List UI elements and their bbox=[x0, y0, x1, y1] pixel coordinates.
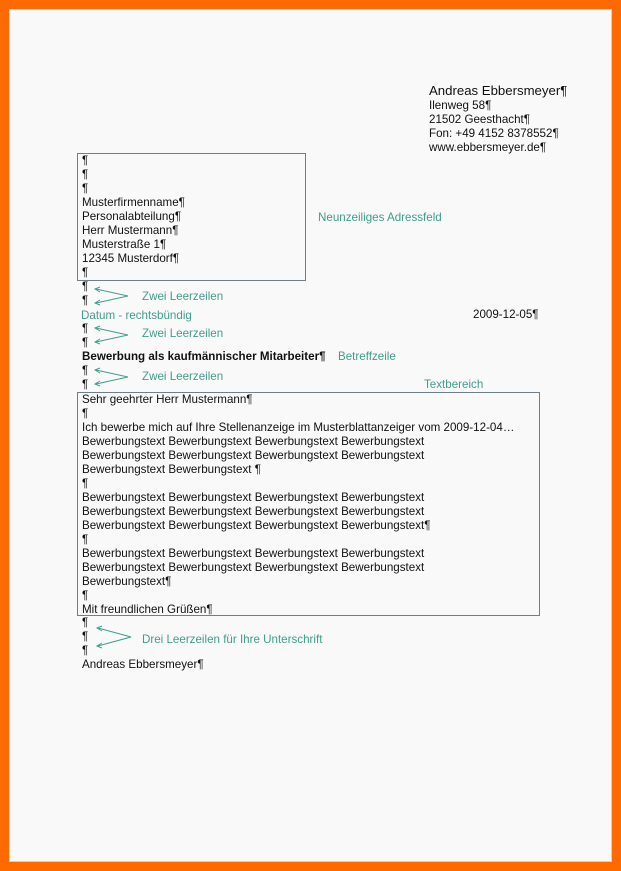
body-text-line: Bewerbungstext Bewerbungstext Bewerbungstext Bewerbungstext bbox=[82, 505, 425, 518]
annotation-subject-line: Betreffzeile bbox=[338, 350, 396, 363]
arrow-icon bbox=[92, 367, 132, 387]
arrow-icon bbox=[92, 286, 132, 306]
letter-page bbox=[9, 9, 612, 862]
body-text-line: Bewerbungstext Bewerbungstext Bewerbungstext Bewerbungstext bbox=[82, 449, 425, 462]
recipient-contact: Herr Mustermann¶ bbox=[82, 224, 179, 237]
salutation: Sehr geehrter Herr Mustermann¶ bbox=[82, 393, 253, 406]
pilcrow: ¶ bbox=[82, 630, 89, 643]
annotation-two-lines: Zwei Leerzeilen bbox=[142, 370, 224, 383]
letter-date: 2009-12-05¶ bbox=[473, 308, 539, 321]
pilcrow: ¶ bbox=[82, 322, 89, 335]
annotation-two-lines: Zwei Leerzeilen bbox=[142, 327, 224, 340]
pilcrow: ¶ bbox=[82, 336, 89, 349]
annotation-two-lines: Zwei Leerzeilen bbox=[142, 290, 224, 303]
address-blank-line: ¶ bbox=[82, 168, 89, 181]
body-text-line: Bewerbungstext Bewerbungstext Bewerbungstext Bewerbungstext bbox=[82, 491, 425, 504]
annotation-address-field: Neunzeiliges Adressfeld bbox=[318, 211, 442, 224]
pilcrow: ¶ bbox=[82, 364, 89, 377]
intro-line: Ich bewerbe mich auf Ihre Stellenanzeige im Musterblattanzeiger vom 2009-12-04… bbox=[82, 421, 515, 434]
sender-name: Andreas Ebbersmeyer¶ bbox=[429, 83, 568, 98]
body-text-line: Bewerbungstext Bewerbungstext Bewerbungstext Bewerbungstext¶ bbox=[82, 519, 431, 532]
annotation-date-right: Datum - rechtsbündig bbox=[81, 309, 192, 322]
pilcrow: ¶ bbox=[82, 589, 89, 602]
recipient-city: 12345 Musterdorf¶ bbox=[82, 252, 180, 265]
body-text-line: Bewerbungstext Bewerbungstext Bewerbungstext Bewerbungstext bbox=[82, 561, 425, 574]
signature-name: Andreas Ebbersmeyer¶ bbox=[82, 658, 204, 671]
body-text-line: Bewerbungstext Bewerbungstext Bewerbungstext Bewerbungstext bbox=[82, 435, 425, 448]
address-blank-line: ¶ bbox=[82, 182, 89, 195]
sender-web: www.ebbersmeyer.de¶ bbox=[429, 141, 547, 154]
closing: Mit freundlichen Grüßen¶ bbox=[82, 603, 213, 616]
pilcrow: ¶ bbox=[82, 644, 89, 657]
recipient-street: Musterstraße 1¶ bbox=[82, 238, 167, 251]
pilcrow: ¶ bbox=[82, 407, 89, 420]
sender-city: 21502 Geesthacht¶ bbox=[429, 113, 530, 126]
annotation-text-area: Textbereich bbox=[424, 378, 484, 391]
arrow-icon bbox=[94, 625, 134, 649]
pilcrow: ¶ bbox=[82, 533, 89, 546]
recipient-company: Musterfirmenname¶ bbox=[82, 196, 185, 209]
body-text-line: Bewerbungstext Bewerbungstext ¶ bbox=[82, 463, 261, 476]
sender-phone: Fon: +49 4152 8378552¶ bbox=[429, 127, 559, 140]
body-text-line: Bewerbungstext¶ bbox=[82, 575, 172, 588]
body-text-line: Bewerbungstext Bewerbungstext Bewerbungstext Bewerbungstext bbox=[82, 547, 425, 560]
pilcrow: ¶ bbox=[82, 477, 89, 490]
pilcrow: ¶ bbox=[82, 378, 89, 391]
annotation-signature-lines: Drei Leerzeilen für Ihre Unterschrift bbox=[142, 633, 323, 646]
arrow-icon bbox=[92, 325, 132, 345]
address-blank-line: ¶ bbox=[82, 154, 89, 167]
recipient-department: Personalabteilung¶ bbox=[82, 210, 182, 223]
letter-subject: Bewerbung als kaufmännischer Mitarbeiter¶ bbox=[82, 350, 326, 363]
pilcrow: ¶ bbox=[82, 294, 89, 307]
address-trailing-line: ¶ bbox=[82, 266, 89, 279]
sender-street: Ilenweg 58¶ bbox=[429, 99, 492, 112]
pilcrow: ¶ bbox=[82, 616, 89, 629]
pilcrow: ¶ bbox=[82, 280, 89, 293]
